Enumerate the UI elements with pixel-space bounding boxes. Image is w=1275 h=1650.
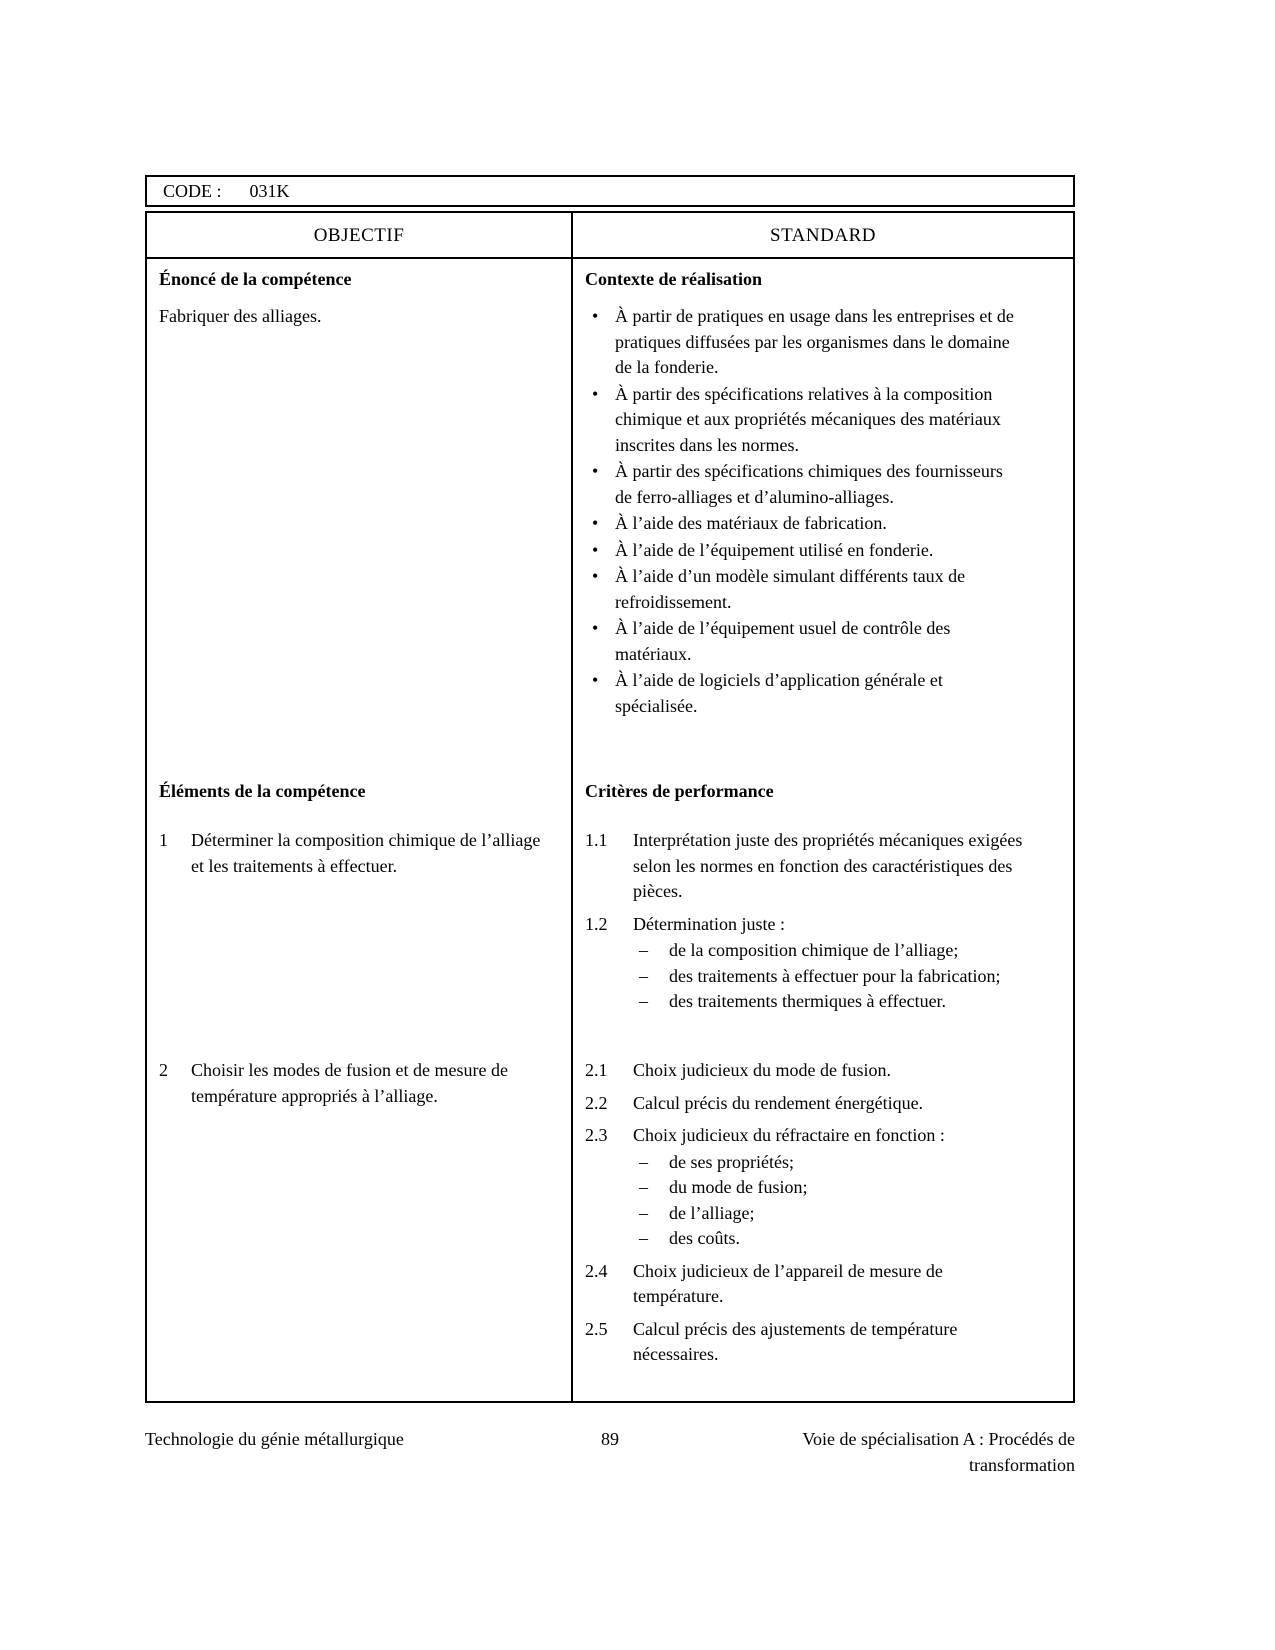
- cell-criteres-heading: [573, 771, 1073, 820]
- criterion-number: 2.5: [585, 1318, 608, 1339]
- code-value: 031K: [249, 180, 290, 201]
- criterion-text: Calcul précis des ajustements de température nécessaires.: [633, 1318, 958, 1364]
- criterion: [585, 1123, 1059, 1252]
- criterion-subitem: – de l’alliage;: [633, 1201, 1029, 1227]
- criterion-subitem: – du mode de fusion;: [633, 1175, 1029, 1201]
- contexte-bullet: • À l’aide de logiciels d’application générale et spécialisée.: [585, 668, 1017, 719]
- criterion: [585, 1259, 1059, 1310]
- contexte-bullet: • À l’aide des matériaux de fabrication.: [585, 511, 1017, 537]
- row-section-headings: [147, 771, 1073, 820]
- footer-document-title: Technologie du génie métallurgique: [145, 1429, 404, 1449]
- criterion: [585, 1058, 1059, 1084]
- element-item: [159, 828, 557, 879]
- code-box: [145, 175, 1075, 207]
- cell-contexte: [573, 259, 1073, 771]
- criterion: [585, 828, 1059, 905]
- criterion-text: Choix judicieux du mode de fusion.: [633, 1060, 891, 1080]
- criterion: [585, 912, 1059, 1015]
- criterion-subitem: – de la composition chimique de l’alliage;: [633, 938, 1029, 964]
- enonce-heading: Énoncé de la compétence: [159, 269, 352, 289]
- cell-enonce: [147, 259, 573, 771]
- footer-section-title: Voie de spécialisation A : Procédés de transformation: [802, 1429, 1075, 1475]
- criterion-body: [633, 1123, 1029, 1252]
- footer-page-number: 89: [601, 1429, 619, 1449]
- contexte-bullet: • À l’aide d’un modèle simulant différents taux de refroidissement.: [585, 564, 1017, 615]
- competency-table: [145, 211, 1075, 1403]
- header-standard: STANDARD: [770, 225, 876, 246]
- criterion-subitem: – de ses propriétés;: [633, 1150, 1029, 1176]
- criterion-number: 1.1: [585, 830, 608, 850]
- criterion-subitem: – des coûts.: [633, 1226, 1029, 1252]
- criterion-text: Choix judicieux de l’appareil de mesure de température.: [633, 1260, 943, 1306]
- cell-criteria-group-2: [573, 1050, 1073, 1401]
- criterion-text: Calcul précis du rendement énergétique.: [633, 1092, 924, 1113]
- cell-criteria-group-1: [573, 820, 1073, 1050]
- element-number: 2: [159, 1060, 168, 1080]
- criterion-body: [633, 912, 1029, 1015]
- criterion-number: 2.1: [585, 1060, 608, 1080]
- cell-element-2: [147, 1050, 573, 1401]
- contexte-bullet: • À partir de pratiques en usage dans les entreprises et de pratiques diffusées par les organismes dans le domaine de la fonderie.: [585, 304, 1017, 381]
- criterion-number: 2.3: [585, 1125, 608, 1145]
- criterion-number: 2.2: [585, 1092, 608, 1113]
- code-label: CODE :: [163, 180, 222, 201]
- contexte-list: [585, 304, 1059, 719]
- contexte-bullet: • À partir des spécifications chimiques des fournisseurs de ferro-alliages et d’alumino-alliages.: [585, 459, 1017, 510]
- contexte-heading: Contexte de réalisation: [585, 269, 762, 289]
- criterion-number: 1.2: [585, 913, 608, 934]
- criterion-sublist: [633, 938, 1029, 1015]
- row-element-2: [147, 1050, 1073, 1401]
- criterion-text: Détermination juste :: [633, 913, 785, 934]
- page-footer: [145, 1426, 1075, 1478]
- row-element-1: [147, 820, 1073, 1050]
- criterion: [585, 1091, 1059, 1117]
- row-enonce-contexte: [147, 259, 1073, 771]
- criterion-text: Choix judicieux du réfractaire en fonction :: [633, 1125, 945, 1145]
- element-item: [159, 1058, 557, 1109]
- element-number: 1: [159, 830, 168, 850]
- contexte-bullet: • À l’aide de l’équipement utilisé en fonderie.: [585, 538, 1017, 564]
- element-text: Déterminer la composition chimique de l’alliage et les traitements à effectuer.: [191, 830, 541, 876]
- criterion-subitem: – des traitements thermiques à effectuer.: [633, 989, 1029, 1015]
- cell-elements-heading: [147, 771, 573, 820]
- header-objectif: OBJECTIF: [147, 213, 573, 257]
- criterion-text: Interprétation juste des propriétés mécaniques exigées selon les normes en fonction des caractéristiques des pièces.: [633, 830, 1023, 901]
- contexte-bullet: • À l’aide de l’équipement usuel de contrôle des matériaux.: [585, 616, 1017, 667]
- cell-element-1: [147, 820, 573, 1050]
- element-text: Choisir les modes de fusion et de mesure de température appropriés à l’alliage.: [191, 1060, 508, 1106]
- contexte-bullet: • À partir des spécifications relatives à la composition chimique et aux propriétés mécaniques des matériaux inscrites dans les normes.: [585, 382, 1017, 459]
- enonce-text: Fabriquer des alliages.: [159, 306, 322, 326]
- criterion-number: 2.4: [585, 1260, 608, 1281]
- criterion-sublist: [633, 1150, 1029, 1252]
- criterion-subitem: – des traitements à effectuer pour la fabrication;: [633, 964, 1029, 990]
- criteres-heading: Critères de performance: [585, 781, 774, 801]
- elements-heading: Éléments de la compétence: [159, 781, 366, 801]
- criterion: [585, 1317, 1059, 1368]
- table-header-row: [147, 213, 1073, 259]
- page-content: [145, 175, 1075, 1403]
